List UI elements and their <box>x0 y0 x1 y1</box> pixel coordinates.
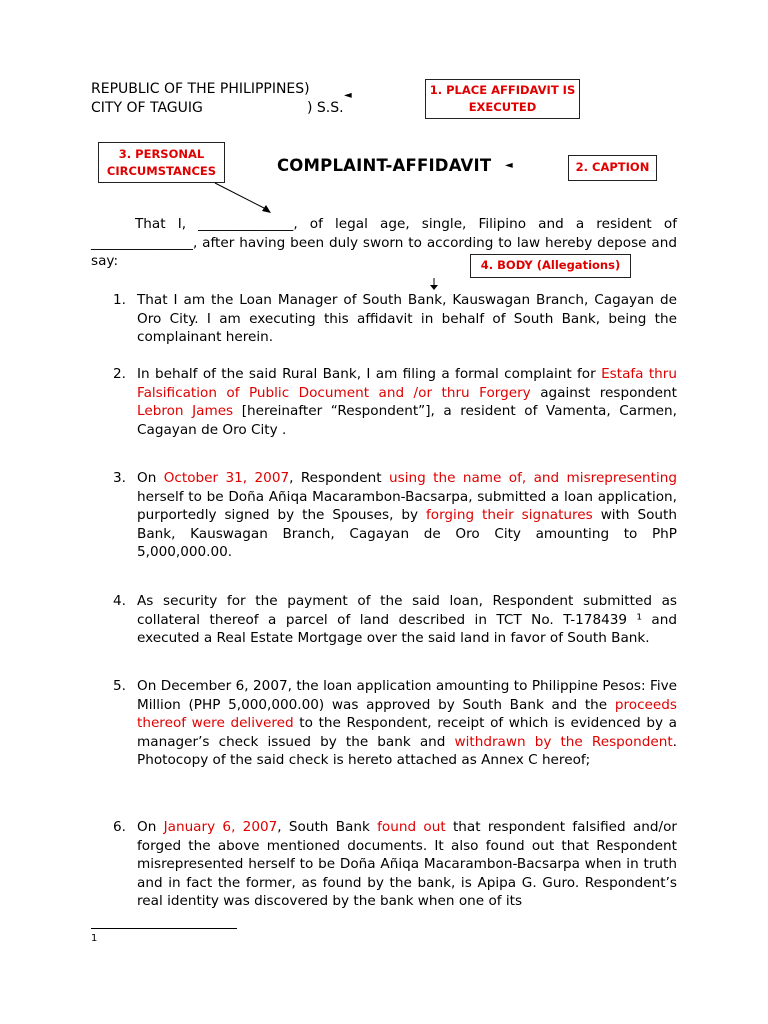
text-run: On <box>137 819 164 835</box>
text-run: . Photocopy of the said check is hereto attached as Annex C hereof; <box>137 733 677 769</box>
text-run: [hereinafter “Respondent”], a resident of Vamenta, Carmen, Cagayan de Oro City . <box>137 403 677 438</box>
text-run: with South Bank, Kauswagan Branch, Cagayan de Oro City amounting to PhP 5,000,000.00. <box>137 507 677 561</box>
allegation-item-6 <box>113 818 678 911</box>
footnote-separator <box>91 928 237 929</box>
document-title: COMPLAINT-AFFIDAVIT <box>277 156 492 175</box>
header-republic: REPUBLIC OF THE PHILIPPINES) <box>91 81 310 97</box>
item-number: 2. <box>113 366 126 382</box>
header-ss: ) S.S. <box>307 100 344 116</box>
personal-connector-line <box>215 183 266 209</box>
text-run: That I am the Loan Manager of South Bank, Kauswagan Branch, Cagayan de Oro City. I am executing this affidavit in behalf of South Bank, being the complainant herein. <box>137 292 677 346</box>
text-run: against respondent <box>530 384 677 401</box>
text-run: to the Respondent, receipt of which is evidenced by a manager’s check issued by the bank and <box>137 715 677 750</box>
text-run: On December 6, 2007, the loan application amounting to Philippine Pesos: Five Million (PHP 5,000,000.00) was approved by South Bank and the <box>137 678 677 713</box>
label-personal-text: 3. PERSONAL CIRCUMSTANCES <box>106 147 217 178</box>
caption-arrow-left-icon: ◄ <box>505 160 513 171</box>
item-text <box>137 677 677 770</box>
text-run: , South Bank <box>277 819 378 835</box>
intro-paragraph: That I, ______________, of legal age, single, Filipino and a resident of _______________, after having been duly sworn to according to law hereby depose and say: <box>91 216 677 270</box>
personal-arrowhead-icon <box>262 205 271 213</box>
body-arrowhead-icon <box>430 285 438 290</box>
allegation-item-4 <box>113 592 677 648</box>
highlighted-text: using the name of, and misrepresenting <box>389 470 677 486</box>
text-run: In behalf of the said Rural Bank, I am filing a formal complaint for <box>137 366 602 382</box>
item-text <box>137 291 677 347</box>
label-place-text: 1. PLACE AFFIDAVIT IS EXECUTED <box>429 83 576 114</box>
highlighted-text: withdrawn by the Respondent <box>454 733 673 750</box>
item-text <box>137 469 677 562</box>
highlighted-text: January 6, 2007 <box>163 819 278 835</box>
label-caption-text: 2. CAPTION <box>575 160 650 174</box>
item-number: 3. <box>113 470 126 486</box>
text-run: As security for the payment of the said loan, Respondent submitted as collateral thereof a parcel of land described in TCT No. T-178439 ¹ and executed a Real Estate Mortgage over the said land in favor of South Bank. <box>137 593 677 647</box>
text-run: , Respondent <box>289 470 390 486</box>
label-body-text: 4. BODY (Allegations) <box>480 258 621 272</box>
header-city: CITY OF TAGUIG <box>91 100 203 116</box>
highlighted-text: Lebron James <box>137 403 234 420</box>
item-text <box>137 592 677 648</box>
allegation-item-3 <box>113 469 677 562</box>
highlighted-text: Estafa thru Falsification of Public Document and /or thru Forgery <box>137 366 678 401</box>
text-run: On <box>137 470 164 486</box>
highlighted-text: forging their signatures <box>425 507 593 524</box>
text-run: herself to be Doña Añiqa Macarambon-Bacsarpa, submitted a loan application, purportedly signed by the Spouses, by <box>137 488 677 524</box>
text-run: that respondent falsified and/or forged the above mentioned documents. It also found out that Respondent misrepresented herself to be Doña Añiqa Macarambon-Bacsarpa when in truth and in fact the former, as found by the bank, is Apipa G. Guro. Respondent’s real identity was discovered by the bank when one of its <box>137 819 678 910</box>
allegation-item-2 <box>113 365 678 439</box>
highlighted-text: proceeds thereof were delivered <box>137 696 677 732</box>
arrow-left-icon: ◄ <box>344 90 352 101</box>
item-number: 4. <box>113 593 126 609</box>
item-number: 5. <box>113 678 126 694</box>
item-text <box>137 365 677 439</box>
allegation-item-5 <box>113 677 677 770</box>
item-text <box>137 818 677 911</box>
footnote-number: 1 <box>91 933 98 944</box>
item-number: 6. <box>113 819 126 835</box>
highlighted-text: found out <box>377 819 446 835</box>
item-number: 1. <box>113 292 126 308</box>
highlighted-text: October 31, 2007 <box>163 470 290 486</box>
allegation-item-1 <box>113 291 677 347</box>
